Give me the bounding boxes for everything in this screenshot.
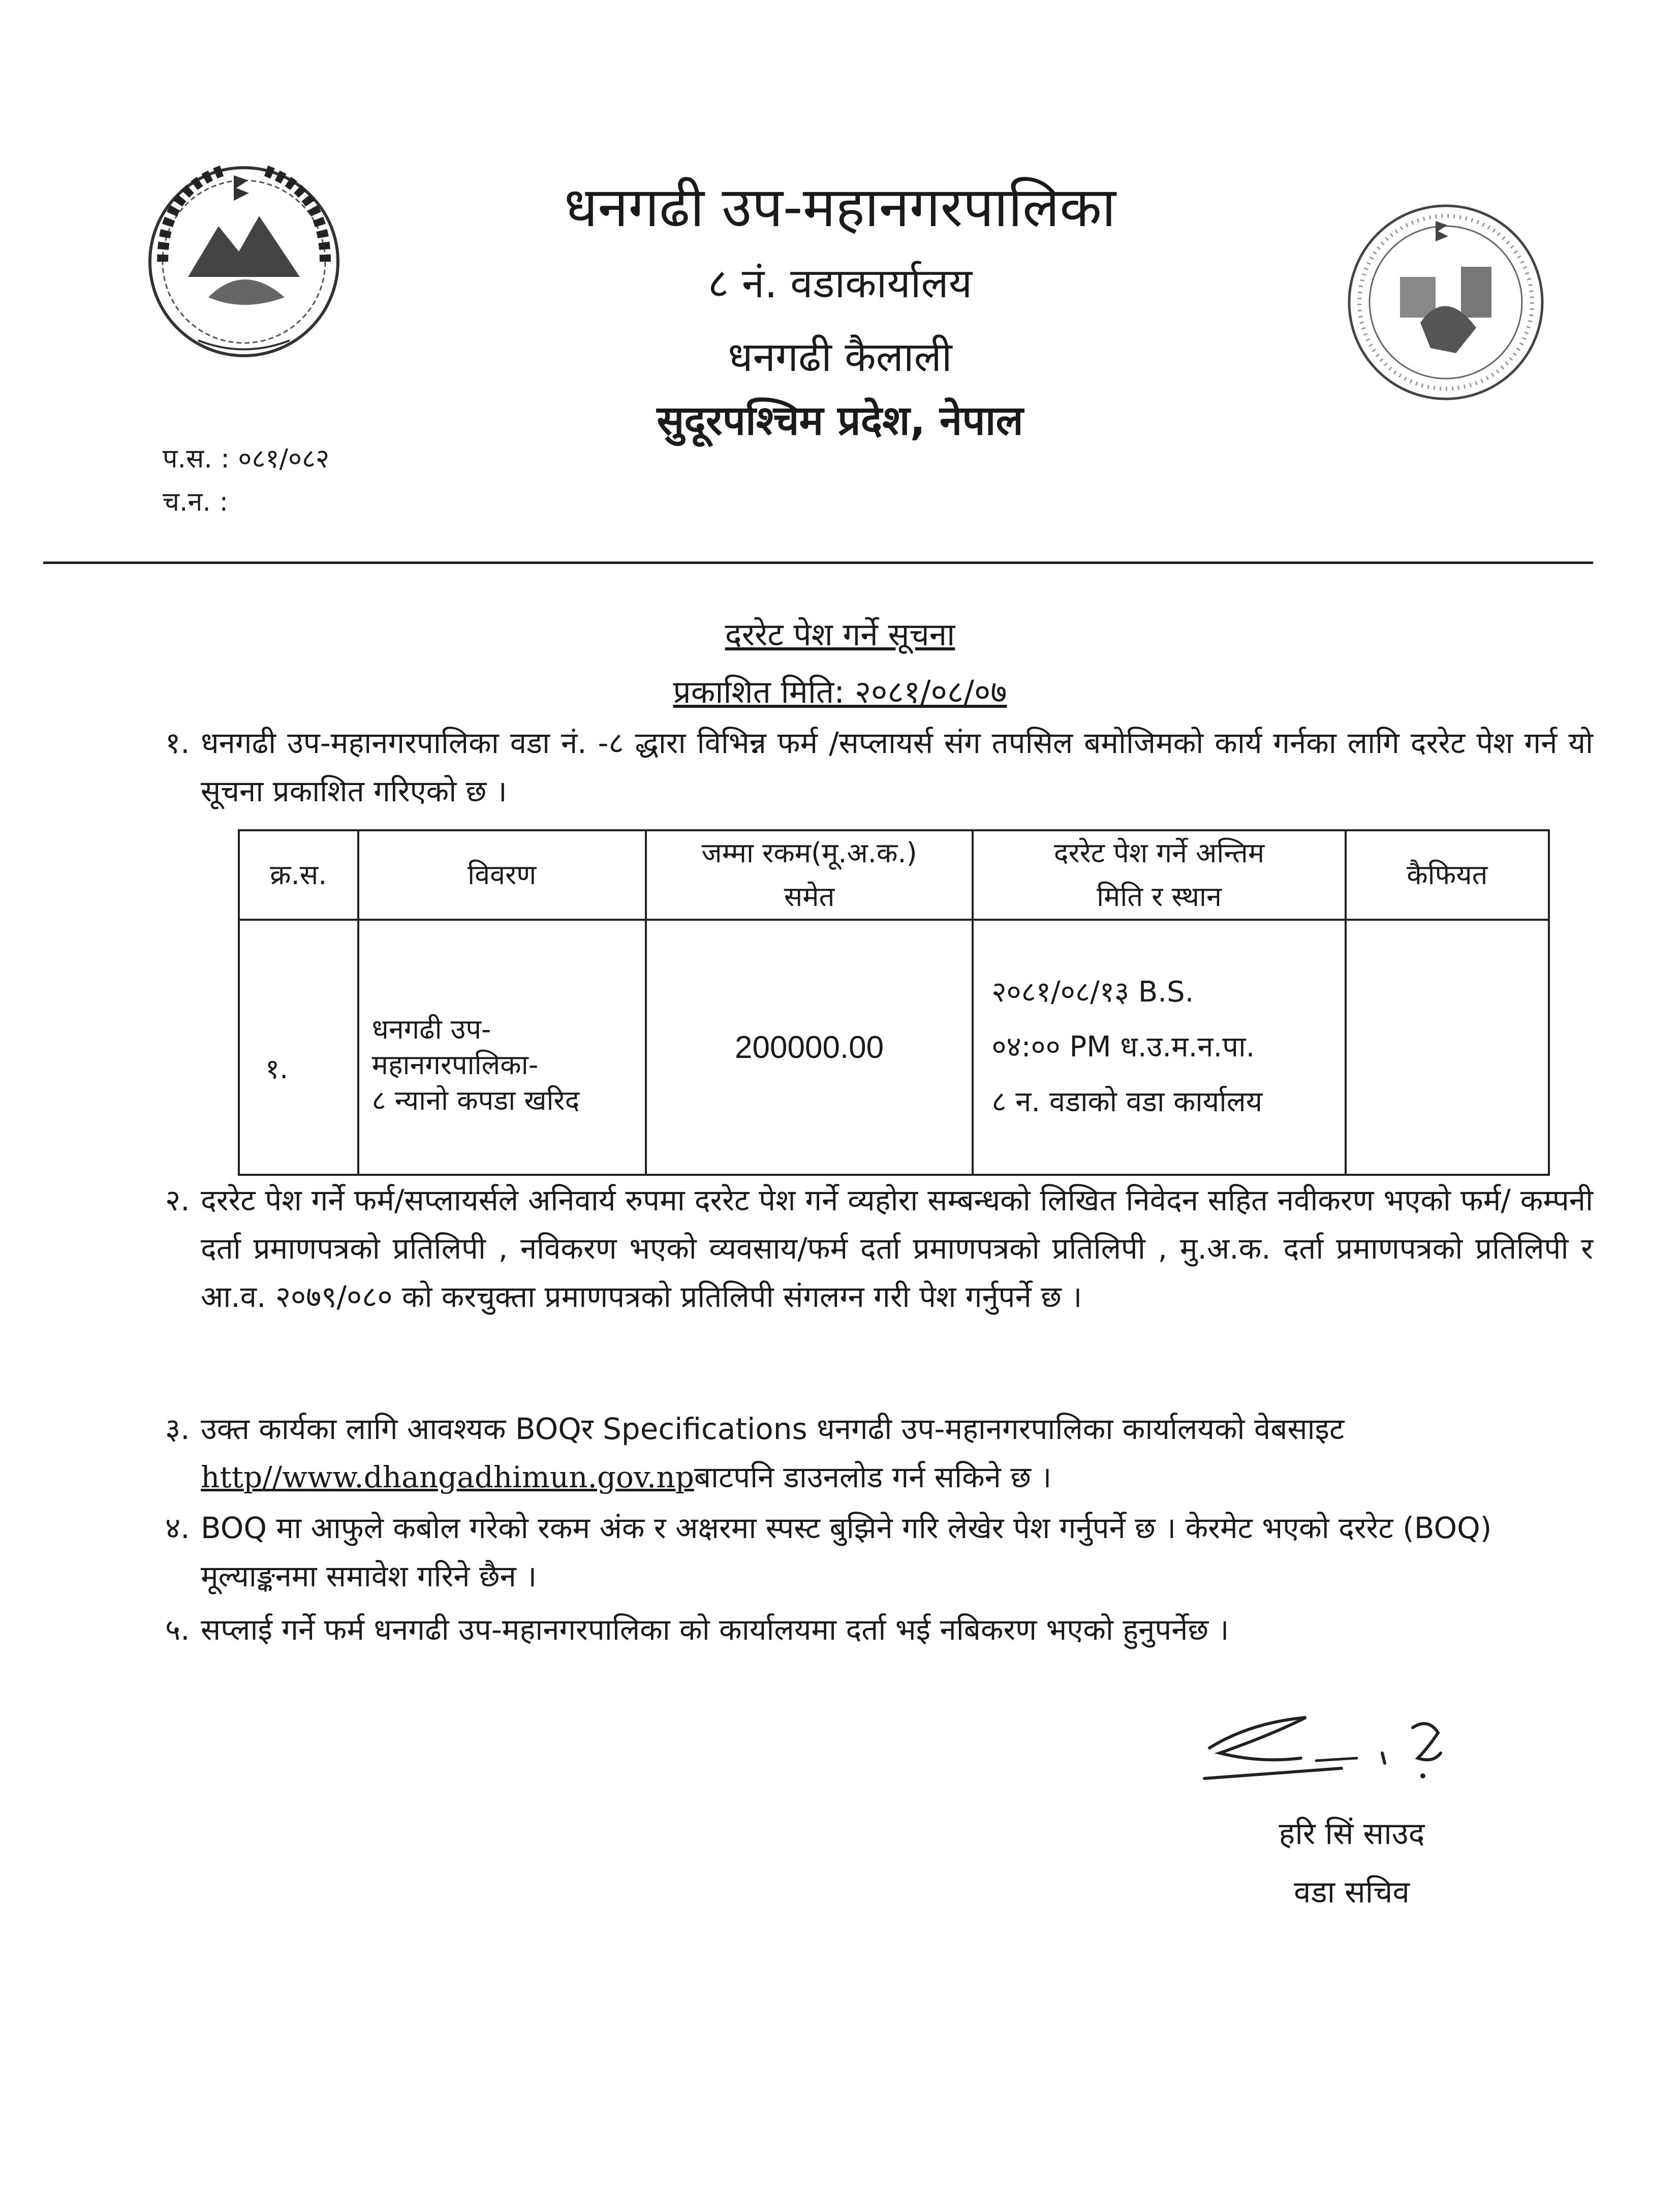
paragraph-3-number: ३.	[165, 1412, 190, 1446]
cell-deadline-line2: ०४:०० PM ध.उ.म.न.पा.	[991, 1030, 1255, 1064]
header-description: विवरण	[358, 830, 646, 920]
signatory-title: वडा सचिव	[1294, 1874, 1410, 1910]
paragraph-3-text-a: उक्त कार्यका लागि आवश्यक BOQर Specifications धनगढी उप-महानगरपालिका कार्यालयको वेबसाइट	[201, 1412, 1345, 1446]
header-deadline-line1: दररेट पेश गर्ने अन्तिम	[1053, 837, 1265, 869]
office-location: धनगढी कैलाली	[728, 333, 952, 381]
table-header-row	[239, 830, 1549, 920]
header-amount-line2: समेत	[784, 881, 835, 913]
header-amount	[646, 830, 973, 920]
paragraph-2	[165, 1176, 1593, 1321]
signatory-name: हरि सिं साउद	[1279, 1816, 1425, 1852]
paragraph-1-number: १.	[165, 726, 190, 760]
paragraph-5-text: सप्लाई गर्ने फर्म धनगढी उप-महानगरपालिका को कार्यालयमा दर्ता भई नबिकरण भएको हुनुपर्नेछ ।	[201, 1612, 1229, 1647]
paragraph-3	[165, 1405, 1593, 1502]
province: सुदूरपश्चिम प्रदेश, नेपाल	[657, 397, 1023, 444]
header-amount-line1: जम्मा रकम(मू.अ.क.)	[701, 837, 917, 869]
paragraph-5	[165, 1606, 1593, 1654]
header-divider	[43, 561, 1593, 564]
header-deadline	[973, 830, 1345, 920]
cell-amount: 200000.00	[646, 920, 973, 1175]
cell-description	[358, 920, 646, 1175]
paragraph-4	[165, 1504, 1593, 1601]
paragraph-1	[165, 719, 1593, 816]
signature-mark	[1189, 1687, 1504, 1799]
paragraph-2-number: २.	[165, 1183, 190, 1217]
fiscal-year-ref: प.स. : ०८१/०८२	[163, 444, 330, 474]
org-name: धनगढी उप-महानगरपालिका	[564, 176, 1116, 239]
rate-table	[238, 829, 1550, 1176]
header-serial: क्र.स.	[239, 830, 358, 920]
website-link[interactable]: http//www.dhangadhimun.gov.np	[201, 1460, 694, 1494]
paragraph-5-number: ५.	[165, 1612, 190, 1647]
paragraph-1-text: धनगढी उप-महानगरपालिका वडा नं. -८ द्धारा विभिन्न फर्म /सप्लायर्स संग तपसिल बमोजिमको कार्य गर्नका लागि दररेट पेश गर्न यो सूचना प्रकाशित गरिएको छ ।	[201, 726, 1593, 808]
notice-title: दररेट पेश गर्ने सूचना	[725, 616, 955, 653]
header-deadline-line2: मिति र स्थान	[1097, 881, 1222, 913]
paragraph-2-text: दररेट पेश गर्ने फर्म/सप्लायर्सले अनिवार्य रुपमा दररेट पेश गर्ने व्यहोरा सम्बन्धको लिखित निवेदन सहित नवीकरण भएको फर्म/ कम्पनी दर्ता प्रमाणपत्रको प्रतिलिपी , नविकरण भएको व्यवसाय/फर्म दर्ता प्रमाणपत्रको प्रतिलिपी , मु.अ.क. दर्ता प्रमाणपत्रको प्रतिलिपी र आ.व. २०७९/०८० को करचुक्ता प्रमाणपत्रको प्रतिलिपी संगलग्न गरी पेश गर्नुपर्ने छ ।	[201, 1183, 1593, 1314]
paragraph-4-text: BOQ मा आफुले कबोल गरेको रकम अंक र अक्षरमा स्पस्ट बुझिने गरि लेखेर पेश गर्नुपर्ने छ । केरमेट भएको दररेट (BOQ) मूल्याङ्कनमा समावेश गरिने छैन ।	[201, 1511, 1492, 1593]
cell-deadline-line3: ८ न. वडाको वडा कार्यालय	[991, 1085, 1263, 1118]
cell-serial: १.	[239, 920, 358, 1175]
table-row	[239, 920, 1549, 1175]
paragraph-4-number: ४.	[165, 1511, 190, 1545]
paragraph-3-text-b: बाटपनि डाउनलोड गर्न सकिने छ ।	[694, 1460, 1052, 1494]
header-remarks: कैफियत	[1346, 830, 1549, 920]
cell-description-line1: धनगढी उप-महानगरपालिका-	[371, 1013, 539, 1081]
cell-deadline	[973, 920, 1345, 1175]
dispatch-number: च.न. :	[163, 487, 228, 517]
ward-office: ८ नं. वडाकार्यालय	[707, 260, 973, 307]
cell-description-line2: ८ न्यानो कपडा खरिद	[371, 1084, 580, 1116]
published-date: प्रकाशित मिति: २०८१/०८/०७	[673, 673, 1007, 710]
cell-remarks	[1346, 920, 1549, 1175]
cell-deadline-line1: २०८१/०८/१३ B.S.	[991, 976, 1194, 1009]
